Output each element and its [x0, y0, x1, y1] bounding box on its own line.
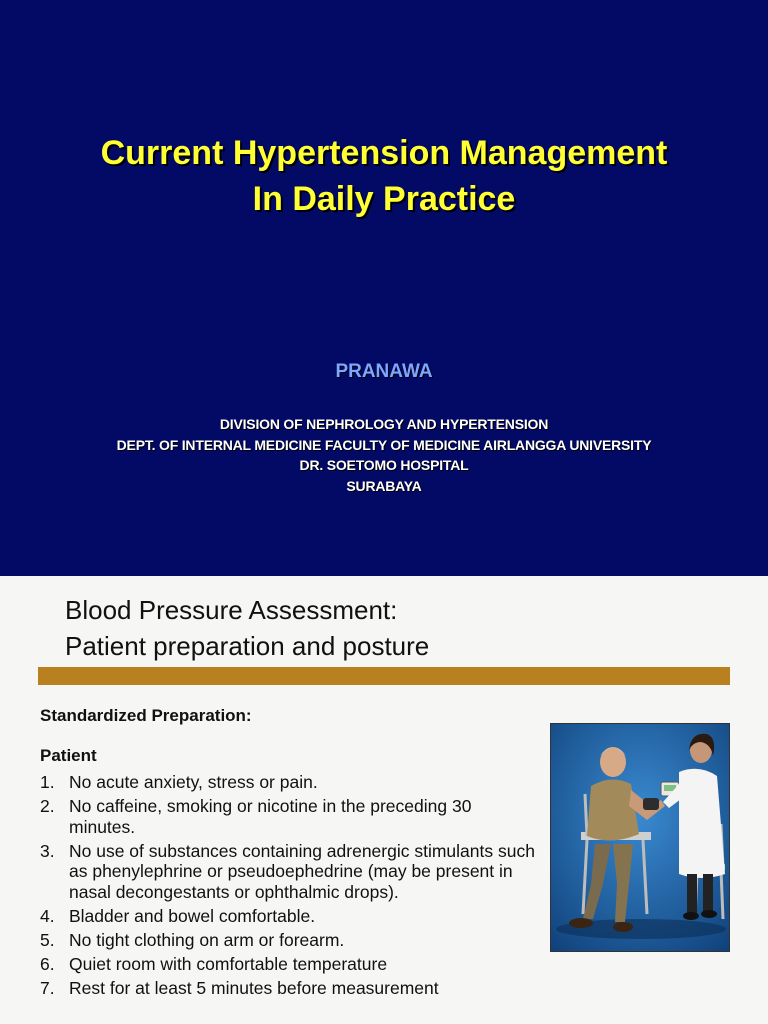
list-item — [40, 772, 540, 793]
list-item-number: 4. — [40, 905, 55, 926]
author-name: PRANAWA — [335, 361, 433, 382]
list-item-text: Bladder and bowel comfortable. — [69, 905, 316, 926]
list-item — [40, 796, 540, 837]
title-line-1: Current Hypertension Management — [100, 134, 668, 172]
list-item-number: 3. — [40, 840, 55, 861]
list-item — [40, 906, 540, 927]
title-line-2: In Daily Practice — [252, 180, 516, 218]
list-item — [40, 954, 540, 975]
affiliation-line: DR. SOETOMO HOSPITAL — [299, 457, 469, 473]
affiliation-line: DEPT. OF INTERNAL MEDICINE FACULTY OF MEDICINE AIRLANGGA UNIVERSITY — [116, 436, 652, 453]
list-item-text: Rest for at least 5 minutes before measurement — [69, 977, 439, 998]
list-item — [40, 978, 540, 999]
list-item-number: 6. — [40, 953, 55, 974]
blood-pressure-photo — [550, 723, 730, 952]
blood-pressure-illustration — [551, 724, 729, 951]
list-item-text: No use of substances containing adrenergic stimulants such as phenylephrine or pseudoephedrine (may be present in nasal decongestants or ophthalmic drops). — [69, 840, 535, 902]
list-item — [40, 930, 540, 951]
preparation-list — [40, 772, 540, 1002]
content-slide — [0, 576, 768, 1024]
affiliation-line: DIVISION OF NEPHROLOGY AND HYPERTENSION — [219, 416, 549, 432]
list-item — [40, 841, 540, 903]
list-item-number: 1. — [40, 772, 55, 792]
title-divider — [38, 667, 730, 685]
affiliation-line: SURABAYA — [346, 477, 422, 494]
list-item-text: Quiet room with comfortable temperature — [69, 953, 388, 974]
section-heading: Standardized Preparation: — [40, 706, 252, 725]
list-item-number: 5. — [40, 929, 55, 950]
list-item-text: No tight clothing on arm or forearm. — [69, 929, 345, 950]
list-item-text: No acute anxiety, stress or pain. — [69, 772, 318, 792]
affiliation-block — [0, 414, 768, 496]
list-item-text: No caffeine, smoking or nicotine in the preceding 30 minutes. — [69, 796, 472, 837]
list-item-number: 2. — [40, 796, 55, 816]
slide-title-line-1: Blood Pressure Assessment: — [65, 595, 398, 625]
sub-heading: Patient — [40, 746, 97, 765]
slide-title-line-2: Patient preparation and posture — [65, 631, 430, 661]
presentation-title — [0, 130, 768, 222]
list-item-number: 7. — [40, 977, 55, 998]
slide-title — [65, 592, 429, 664]
